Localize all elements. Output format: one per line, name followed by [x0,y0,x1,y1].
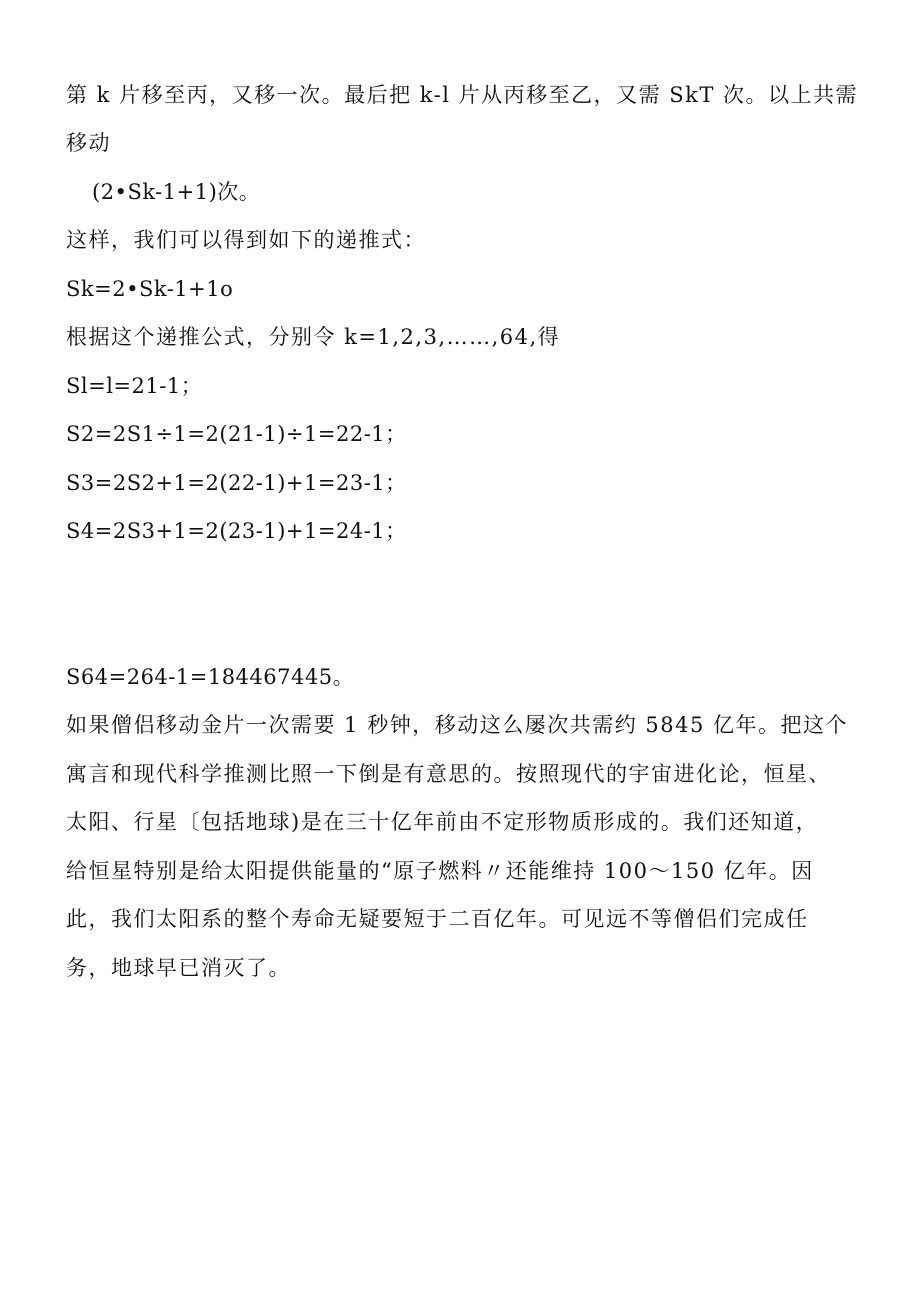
paragraph-line-3: 太阳、行星〔包括地球)是在三十亿年前由不定形物质形成的。我们还知道， [66,810,819,834]
text-line-1: 第 k 片移至丙，又移一次。最后把 k-l 片从丙移至乙，又需 SkT 次。以上共需 [66,83,859,107]
text-line-2: 移动 [66,131,111,155]
formula-s64: S64=264-1=184467445。 [66,665,355,689]
text-line-3: (2•Sk-1+1)次。 [92,180,261,204]
text-line-4: 这样，我们可以得到如下的递推式： [66,228,426,252]
formula-s2: S2=2S1÷1=2(21-1)÷1=22-1； [66,422,407,446]
paragraph-line-6: 务，地球早已消灭了。 [66,956,291,980]
formula-s4: S4=2S3+1=2(23-1)+1=24-1； [66,519,407,543]
paragraph-line-5: 此，我们太阳系的整个寿命无疑要短于二百亿年。可见远不等僧侣们完成任 [66,907,809,931]
paragraph-line-2: 寓言和现代科学推测比照一下倒是有意思的。按照现代的宇宙进化论，恒星、 [66,762,831,786]
paragraph-line-1: 如果僧侣移动金片一次需要 1 秒钟，移动这么屡次共需约 5845 亿年。把这个 [66,713,849,737]
formula-recurrence: Sk=2•Sk-1+1o [66,277,234,301]
formula-s3: S3=2S2+1=2(22-1)+1=23-1； [66,471,407,495]
paragraph-line-4: 给恒星特别是给太阳提供能量的“原子燃料〃还能维持 100～150 亿年。因 [66,859,814,883]
formula-s1: Sl=l=21-1； [66,374,203,398]
text-line-6: 根据这个递推公式，分别令 k=1,2,3,……,64,得 [66,325,561,349]
